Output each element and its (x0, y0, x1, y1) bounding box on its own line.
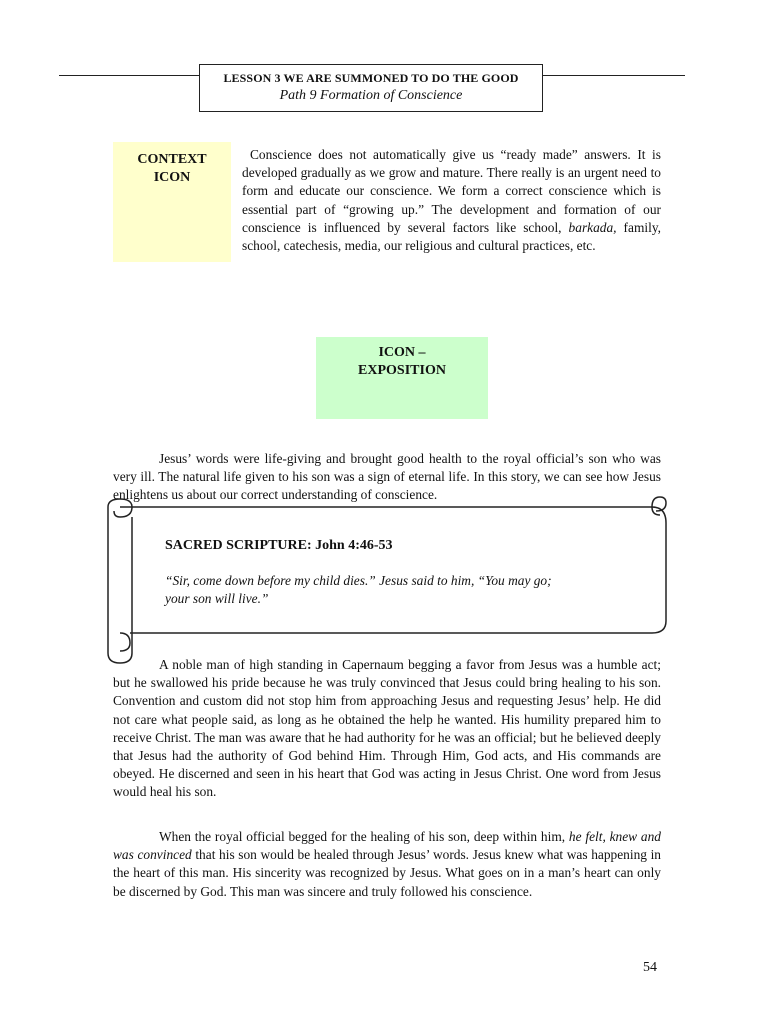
context-text-italic: barkada, (568, 219, 617, 235)
lesson-title: LESSON 3 WE ARE SUMMONED TO DO THE GOOD (223, 71, 519, 85)
body-paragraph-3-text-1: When the royal official begged for the healing of his son, deep within him, (159, 829, 569, 844)
path-title: Path 9 Formation of Conscience (279, 88, 463, 103)
body-paragraph-2-text: A noble man of high standing in Capernaum begging a favor from Jesus was a humble act; but he swallowed his pride because he was truly convinced that Jesus could bring healing to his son. Convention and custom did not stop him from approaching Jesus and requesting Jesus’ help. He did not care what people said, as long as he obtained the help he wanted. His humility prepared him to receive Christ. The man was aware that he had authority for he was an official; but he believed deeply that Jesus had the authority of God behind Him. Through Him, God acts, and His commands are obeyed. He discerned and seen in his heart that God was acting in Jesus Christ. One word from Jesus would heal his son. (113, 657, 661, 800)
body-paragraph-2 (113, 656, 661, 802)
header-rule-right (541, 75, 685, 76)
exposition-label-line1: ICON – (378, 345, 426, 360)
scripture-title: SACRED SCRIPTURE: John 4:46-53 (165, 538, 393, 553)
lesson-header-box (199, 64, 543, 112)
context-paragraph (242, 146, 661, 255)
exposition-label-line2: EXPOSITION (358, 363, 446, 378)
scripture-quote-line1: “Sir, come down before my child dies.” Jesus said to him, “You may go; (165, 573, 552, 588)
context-icon-box (113, 142, 231, 262)
context-label-line2: ICON (153, 170, 191, 185)
header-rule-left (59, 75, 199, 76)
context-label-line1: CONTEXT (137, 152, 207, 167)
body-paragraph-3-text-2: that his son would be healed through Jesus’ words. Jesus knew what was happening in the heart of this man. His sincerity was recognized by Jesus. What goes on in a man’s heart can only be discerned by God. This man was sincere and truly followed his conscience. (113, 847, 661, 899)
context-text-2: family, school, catechesis, media, our religious and cultural practices, etc. (242, 219, 661, 254)
body-paragraph-1-text: Jesus’ words were life-giving and brought good health to the royal official’s son who was very ill. The natural life given to his son was a sign of eternal life. In this story, we can see how Jesus enlightens us about our correct understanding of conscience. (113, 451, 661, 503)
scripture-quote (165, 572, 625, 608)
scripture-quote-line2: your son will live.” (165, 591, 269, 606)
body-paragraph-3-italic: he felt, knew and was convinced (113, 829, 661, 863)
context-text-1: Conscience does not automatically give us “ready made” answers. It is developed gradually as we grow and mature. There really is an urgent need to form and educate our conscience. We form a correct conscience which is essential part of “growing up.” The development and formation of our conscience is influenced by several factors like school, (242, 147, 661, 235)
icon-exposition-box (316, 337, 488, 419)
body-paragraph-3 (113, 828, 661, 901)
page-number: 54 (643, 960, 657, 975)
